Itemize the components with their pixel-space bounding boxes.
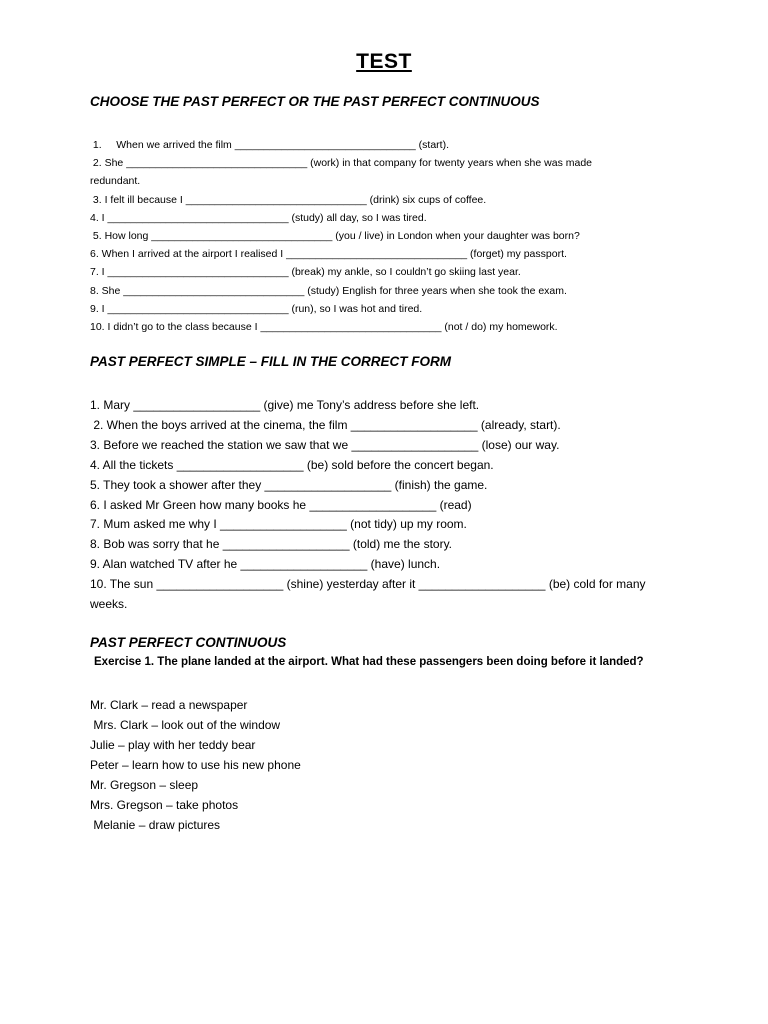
exercise-line: 10. I didn’t go to the class because I _______________________________ (not / do) my homework. (90, 321, 558, 334)
exercise-line: 4. All the tickets ___________________ (be) sold before the concert began. (90, 457, 494, 472)
list-item: Peter – learn how to use his new phone (90, 758, 301, 772)
exercise-line: 3. I felt ill because I _______________________________ (drink) six cups of coffee. (90, 193, 487, 206)
section1-heading: CHOOSE THE PAST PERFECT OR THE PAST PERFECT CONTINUOUS (90, 94, 540, 109)
page-title: TEST (356, 50, 412, 73)
exercise-line: 1. Mary ___________________ (give) me Tony’s address before she left. (90, 398, 480, 412)
exercise-line: 8. Bob was sorry that he ___________________ (told) me the story. (90, 537, 453, 552)
list-item: Melanie – draw pictures (90, 818, 221, 832)
exercise-line: redundant. (90, 175, 141, 188)
exercise-line: 8. She _______________________________ (study) English for three years when she took the exam. (90, 284, 567, 297)
exercise-line: 7. I _______________________________ (break) my ankle, so I couldn’t go skiing last year. (90, 266, 521, 279)
exercise-line: 6. I asked Mr Green how many books he ___________________ (read) (90, 497, 472, 512)
exercise-line: 7. Mum asked me why I ___________________ (not tidy) up my room. (90, 517, 467, 532)
exercise-line: weeks. (90, 597, 128, 612)
exercise-line: 5. They took a shower after they ___________________ (finish) the game. (90, 477, 488, 492)
section3-heading: PAST PERFECT CONTINUOUS (90, 635, 287, 650)
exercise-line: 6. When I arrived at the airport I realised I _______________________________ (forget) my passport. (90, 248, 567, 261)
section2-heading: PAST PERFECT SIMPLE – FILL IN THE CORRECT FORM (90, 354, 452, 369)
list-item: Julie – play with her teddy bear (90, 738, 256, 752)
exercise-line: 3. Before we reached the station we saw that we ___________________ (lose) our way. (90, 437, 560, 452)
exercise-line: 2. When the boys arrived at the cinema, the film ___________________ (already, start). (90, 417, 561, 432)
section2-exercises (90, 396, 680, 615)
exercise-line: 4. I _______________________________ (study) all day, so I was tired. (90, 211, 427, 224)
exercise-line: 9. I _______________________________ (run), so I was hot and tired. (90, 302, 423, 315)
section1-exercises (90, 136, 680, 336)
exercise-line: 2. She _______________________________ (work) in that company for twenty years when she was made (90, 157, 593, 170)
list-item: Mrs. Gregson – take photos (90, 798, 239, 812)
section3-exercise-prompt: Exercise 1. The plane landed at the airport. What had these passengers been doing before it landed? (94, 656, 644, 668)
exercise-line: 1. When we arrived the film _______________________________ (start). (90, 139, 449, 151)
list-item: Mr. Gregson – sleep (90, 778, 199, 792)
exercise-line: 9. Alan watched TV after he ___________________ (have) lunch. (90, 557, 441, 572)
list-item: Mr. Clark – read a newspaper (90, 698, 248, 712)
section3-list (90, 695, 680, 835)
list-item: Mrs. Clark – look out of the window (90, 718, 281, 732)
exercise-line: 10. The sun ___________________ (shine) yesterday after it ___________________ (be) cold for many (90, 577, 646, 592)
exercise-line: 5. How long _______________________________ (you / live) in London when your daughter was born? (90, 230, 580, 243)
